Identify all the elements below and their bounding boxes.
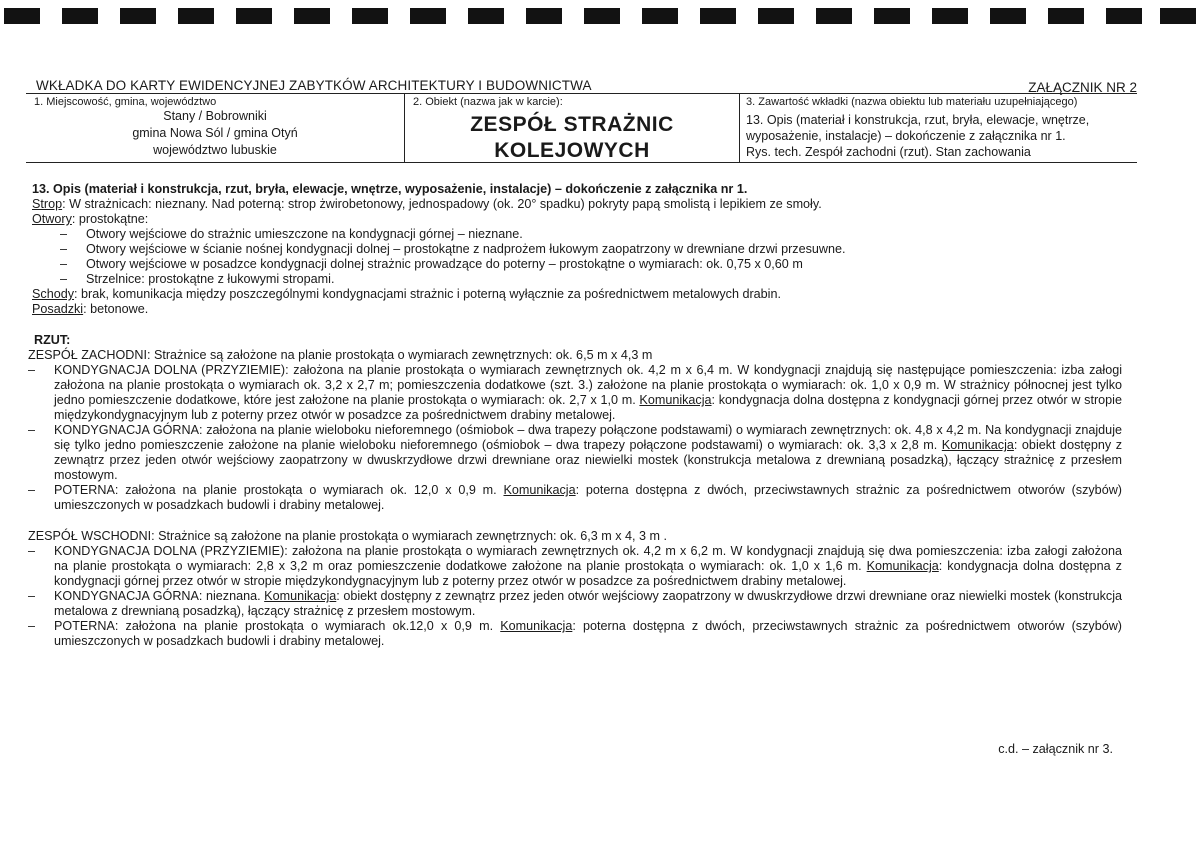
object-cell [404, 94, 739, 162]
perforation-hole [178, 8, 214, 24]
otwory-item: – Strzelnice: prostokątne z łukowymi stropami. [32, 272, 1122, 287]
komunikacja-label: Komunikacja [866, 559, 939, 573]
zachodni-poterna [28, 483, 1122, 513]
zachodni-gorna-kom-text: : obiekt dostępny z zewnątrz przez jeden otwór wejściowy zaopatrzony w dwuskrzydłowe drzwi drewniane oraz niewielki mostek (konstrukcja metalowa z drewnianą posadzką), łączący strażnicę z przesłem mostowym. [54, 438, 1122, 482]
document-body [28, 182, 1123, 649]
zachodni-dolna-text: KONDYGNACJA DOLNA (PRZYZIEMIE): założona na planie prostokąta o wymiarach zewnętrznych ok. 4,2 m x 6,4 m. W kondygnacji znajdują się następujące pomieszczenia: izba załogi założona na planie prostokąta o wymiarach ok. 3,2 x 2,7 m; pomieszczenia dodatkowe (szt. 3.) założone na planie prostokąta o wymiarach: ok. 1,0 x 0,9 m. W strażnicy północnej jest tylko jedno pomieszczenie dodatkowe, które jest założone na planie prostokąta o wymiarach: ok. 2,7 x 1,0 m. [54, 363, 1122, 407]
otwory-paragraph [32, 212, 1122, 227]
wschodni-gorna-kom-text: : obiekt dostępny z zewnątrz przez jeden otwór wejściowy zaopatrzony w dwuskrzydłowe drzwi drewniane oraz niewielki mostek (konstrukcja metalowa z drewnianą posadzką), łączący strażnicę z przesłem mostowym. [54, 589, 1123, 618]
perforation-hole [1106, 8, 1142, 24]
wschodni-poterna [28, 619, 1122, 649]
zachodni-poterna-kom-text: : poterna dostępna z dwóch, przeciwstawnych strażnic za pośrednictwem otworów (szybów) umieszczonych w posadzkach budowli i drabiny metalowej. [54, 483, 1122, 512]
contents-cell [739, 94, 1138, 162]
location-line: województwo lubuskie [153, 143, 277, 157]
zachodni-dolna-kom-text: : kondygnacja dolna dostępna z kondygnacji górnej przez otwór w stropie międzykondygnacyjnym lub z poterny przez otwór w posadzce za pośrednictwem drabiny metalowej. [54, 393, 1122, 422]
perforation-hole [468, 8, 504, 24]
perforation-hole [62, 8, 98, 24]
zachodni-intro: ZESPÓŁ ZACHODNI: Strażnice są założone na planie prostokąta o wymiarach zewnętrznych: ok. 6,5 m x 4,3 m [28, 348, 653, 362]
perforation-strip [0, 8, 1199, 24]
wschodni-dolna-kom-text: : kondygnacja dolna dostępna z kondygnacji górnej przez otwór w stropie międzykondygnacyjnym lub z poterny przez otwór w posadzce za pośrednictwem drabiny metalowej. [54, 559, 1122, 588]
komunikacja-label: Komunikacja [639, 393, 712, 407]
rzut-heading: RZUT: [34, 333, 71, 347]
wschodni-poterna-text: POTERNA: założona na planie prostokąta o wymiarach ok.12,0 x 0,9 m. [54, 619, 501, 633]
section-13-heading: 13. Opis (materiał i konstrukcja, rzut, bryła, elewacje, wnętrze, wyposażenie, instalacje) – dokończenie z załącznika nr 1. [32, 182, 748, 196]
wschodni-intro: ZESPÓŁ WSCHODNI: Strażnice są założone na planie prostokąta o wymiarach zewnętrznych: ok. 6,3 m x 4, 3 m . [28, 529, 668, 543]
location-cell [26, 94, 404, 162]
schody-paragraph [32, 287, 1122, 302]
zachodni-gorna-text: KONDYGNACJA GÓRNA: założona na planie wieloboku nieforemnego (ośmiobok – dwa trapezy połączone podstawami) o wymiarach zewnętrznych: ok. 4,8 x 4,2 m. Na kondygnacji znajduje się tylko jedno pomieszczenie założone na planie wieloboku nieforemnego (ośmiobok – dwa trapezy połączone podstawami) o wymiarach: ok. 3,3 x 2,8 m. [54, 423, 1122, 452]
perforation-hole [874, 8, 910, 24]
form-title: WKŁADKA DO KARTY EWIDENCYJNEJ ZABYTKÓW ARCHITEKTURY I BUDOWNICTWA [36, 78, 592, 93]
komunikacja-label: Komunikacja [264, 589, 337, 603]
otwory-label: Otwory [32, 212, 72, 226]
contents-line: Rys. tech. Zespół zachodni (rzut). Stan zachowania [746, 145, 1031, 159]
perforation-hole [758, 8, 794, 24]
komunikacja-label: Komunikacja [500, 619, 573, 633]
perforation-hole [4, 8, 40, 24]
perforation-hole [700, 8, 736, 24]
strop-text: : W strażnicach: nieznany. Nad poterną: strop żwirobetonowy, jednospadowy (ok. 20° spadku) pokryty papą smolistą i lepikiem ze smoły. [62, 197, 822, 211]
object-title-line: KOLEJOWYCH [494, 139, 650, 162]
posadzki-paragraph [32, 302, 1122, 317]
perforation-hole [120, 8, 156, 24]
otwory-item: – Otwory wejściowe w ścianie nośnej kondygnacji dolnej – prostokątne z nadprożem łukowym zaopatrzony w drewniane drzwi przesuwne. [32, 242, 1122, 257]
perforation-hole [816, 8, 852, 24]
contents-line: wyposażenie, instalacje) – dokończenie z załącznika nr 1. [746, 129, 1066, 143]
schody-label: Schody [32, 287, 75, 301]
perforation-hole [294, 8, 330, 24]
attachment-number: ZAŁĄCZNIK NR 2 [1028, 80, 1137, 95]
perforation-hole [236, 8, 272, 24]
perforation-hole [584, 8, 620, 24]
continued-note: c.d. – załącznik nr 3. [998, 742, 1113, 756]
otwory-item: – Otwory wejściowe w posadzce kondygnacji dolnej strażnic prowadzące do poterny – prostokątne o wymiarach: ok. 0,75 x 0,60 m [32, 257, 1122, 272]
wschodni-poterna-kom-text: : poterna dostępna z dwóch, przeciwstawnych strażnic za pośrednictwem otworów (szybów) umieszczonych w posadzkach budowli i drabiny metalowej. [54, 619, 1122, 648]
contents-line: 13. Opis (materiał i konstrukcja, rzut, bryła, elewacje, wnętrze, [746, 113, 1090, 127]
wschodni-dolna [28, 544, 1122, 589]
object-label: 2. Obiekt (nazwa jak w karcie): [413, 96, 563, 108]
wschodni-gorna-text: KONDYGNACJA GÓRNA: nieznana. [54, 589, 265, 603]
posadzki-text: : betonowe. [83, 302, 149, 316]
perforation-hole [642, 8, 678, 24]
komunikacja-label: Komunikacja [503, 483, 576, 497]
location-label: 1. Miejscowość, gmina, województwo [34, 96, 217, 108]
wschodni-gorna [28, 589, 1122, 619]
otwory-text: : prostokątne: [71, 212, 149, 226]
location-line: gmina Nowa Sól / gmina Otyń [132, 126, 298, 140]
strop-label: Strop [32, 197, 63, 211]
perforation-hole [352, 8, 388, 24]
header-table [26, 93, 1137, 163]
perforation-hole [410, 8, 446, 24]
perforation-hole [932, 8, 968, 24]
schody-text: : brak, komunikacja między poszczególnymi kondygnacjami strażnic i poterną wyłącznie za pośrednictwem metalowych drabin. [74, 287, 781, 301]
strop-paragraph [32, 197, 1122, 212]
contents-label: 3. Zawartość wkładki (nazwa obiektu lub materiału uzupełniającego) [746, 96, 1078, 108]
zachodni-dolna [28, 363, 1122, 423]
zachodni-gorna [28, 423, 1122, 483]
object-title-line: ZESPÓŁ STRAŻNIC [470, 113, 674, 136]
perforation-hole [1160, 8, 1196, 24]
location-line: Stany / Bobrowniki [163, 109, 267, 123]
otwory-item: – Otwory wejściowe do strażnic umieszczone na kondygnacji górnej – nieznane. [32, 227, 1122, 242]
wschodni-dolna-text: KONDYGNACJA DOLNA (PRZYZIEMIE): założona na planie prostokąta o wymiarach zewnętrznych ok. 4,2 m x 6,2 m. W kondygnacji znajdują się dwa pomieszczenia: izba załogi założona na planie prostokąta o wymiarach: 2,8 x 3,2 m oraz pomieszczenie dodatkowe założone na planie prostokąta o wymiarach: ok. 1,0 x 1,6 m. [54, 544, 1122, 573]
zachodni-poterna-text: POTERNA: założona na planie prostokąta o wymiarach ok. 12,0 x 0,9 m. [54, 483, 504, 497]
perforation-hole [526, 8, 562, 24]
perforation-hole [1048, 8, 1084, 24]
posadzki-label: Posadzki [32, 302, 84, 316]
komunikacja-label: Komunikacja [941, 438, 1014, 452]
perforation-hole [990, 8, 1026, 24]
